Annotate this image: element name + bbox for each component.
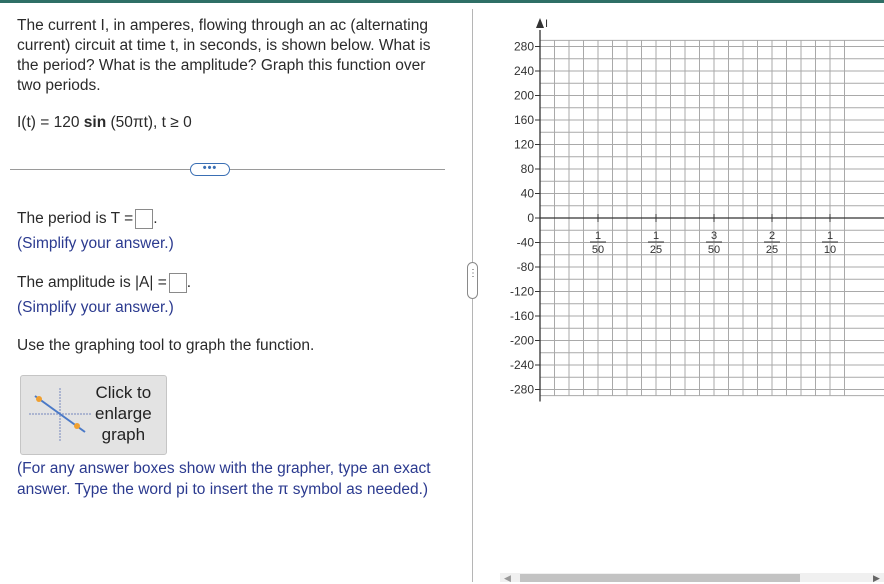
amplitude-hint: (Simplify your answer.) (17, 299, 174, 316)
enlarge-graph-button[interactable] (20, 375, 167, 455)
x-tick-denominator: 25 (649, 244, 663, 256)
y-tick-label: -160 (509, 309, 534, 323)
enlarge-label-line3: graph (101, 425, 146, 444)
y-tick-label: 80 (520, 162, 534, 176)
y-tick-label: 160 (513, 113, 534, 127)
period-suffix: . (153, 210, 158, 228)
x-tick-denominator: 50 (591, 244, 605, 256)
y-tick-label: 280 (513, 39, 534, 54)
question-text: The current I, in amperes, flowing through an ac (alternating current) circuit at time t, in seconds, is shown below. What is the period? What is the amplitude? Graph this function over two periods. (17, 17, 431, 94)
x-tick-denominator: 50 (707, 244, 721, 256)
amplitude-line (17, 273, 191, 293)
period-line (17, 209, 158, 229)
x-tick-numerator: 1 (826, 230, 834, 242)
formula-arg: (50πt), t ≥ 0 (106, 114, 192, 131)
y-tick-label: 240 (513, 64, 534, 78)
period-label: The period is T = (17, 210, 134, 228)
enlarge-label-line2: enlarge (95, 404, 152, 423)
x-tick-numerator: 2 (768, 230, 776, 242)
x-tick-denominator: 25 (765, 244, 779, 256)
grapher-footnote: (For any answer boxes show with the grapher, type an exact answer. Type the word pi to insert the π symbol as needed.) (17, 460, 431, 498)
x-tick-numerator: 1 (594, 230, 602, 242)
y-tick-label: -280 (509, 382, 534, 397)
splitter-handle[interactable]: ⋮ (467, 262, 478, 299)
formula-lhs: I(t) = 120 (17, 114, 84, 131)
scrollbar-thumb[interactable] (520, 574, 800, 582)
amplitude-label: The amplitude is (17, 274, 136, 292)
graph-thumbnail-icon (27, 384, 97, 444)
y-tick-label: -120 (509, 284, 534, 299)
graph-instruction: Use the graphing tool to graph the function. (17, 337, 315, 354)
period-hint: (Simplify your answer.) (17, 235, 174, 252)
formula-func: sin (83, 114, 107, 131)
y-axis-arrow (536, 18, 544, 28)
scroll-left-icon[interactable]: ◀ (504, 573, 511, 583)
x-tick-denominator: 10 (823, 244, 837, 256)
x-tick-numerator: 1 (652, 230, 660, 242)
period-answer-box[interactable] (135, 209, 153, 229)
amplitude-abs: |A| (135, 274, 154, 292)
graph-area[interactable] (490, 0, 884, 570)
amplitude-equals: = (153, 274, 167, 292)
y-tick-label: -200 (509, 333, 534, 348)
scroll-right-icon[interactable]: ▶ (873, 573, 880, 583)
amplitude-suffix: . (186, 274, 192, 292)
y-tick-label: 200 (513, 88, 534, 103)
y-axis-label: I (545, 18, 549, 30)
show-more-button[interactable]: ••• (190, 163, 230, 176)
y-tick-label: -80 (516, 260, 534, 274)
enlarge-graph-label (95, 382, 152, 445)
y-tick-label: 0 (527, 211, 534, 225)
y-tick-label: 40 (520, 186, 534, 201)
y-tick-label: -240 (509, 358, 534, 372)
y-tick-label: 120 (513, 137, 534, 152)
amplitude-answer-box[interactable] (169, 273, 187, 293)
enlarge-label-line1: Click to (95, 383, 152, 402)
function-formula (17, 114, 192, 132)
x-tick-numerator: 3 (710, 230, 718, 242)
y-tick-label: -40 (516, 235, 534, 250)
